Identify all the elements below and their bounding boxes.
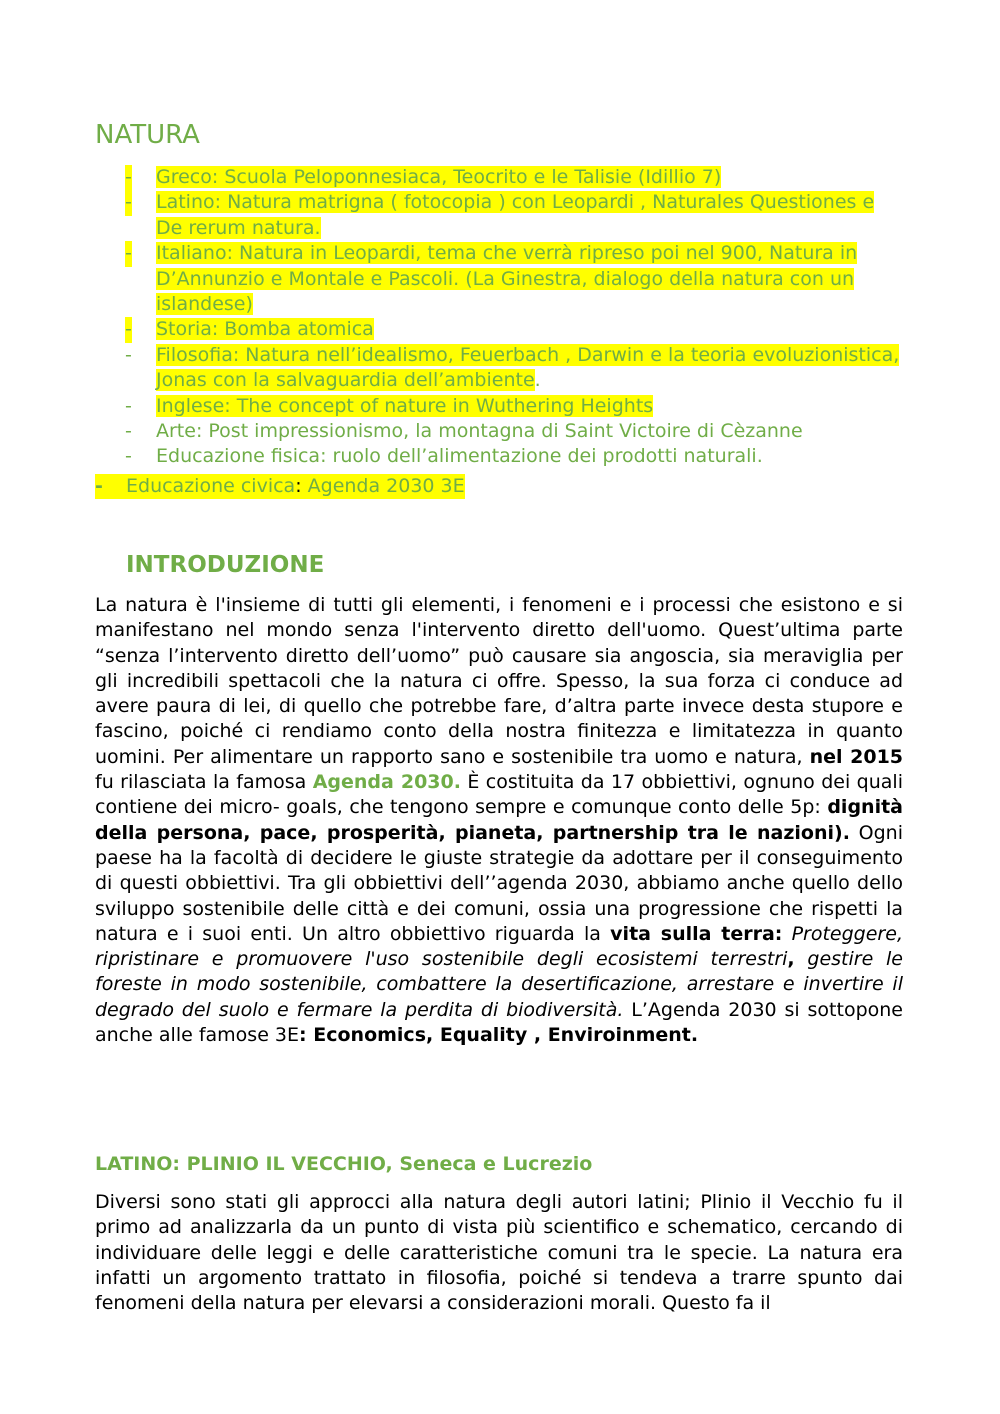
list-item: - Filosofia: Natura nell’idealismo, Feuerbach , Darwin e la teoria evoluzionistica, Jonas con la salvaguardia dell’ambiente. bbox=[125, 343, 900, 392]
list-item: - Educazione fisica: ruolo dell’alimentazione dei prodotti naturali. bbox=[125, 445, 763, 468]
intro-bold: : Economics, Equality , Enviroinment. bbox=[299, 1024, 699, 1047]
intro-text: fu rilasciata la famosa bbox=[95, 771, 313, 794]
civica-line bbox=[95, 474, 465, 499]
page-title: NATURA bbox=[95, 120, 200, 150]
intro-bold: nel 2015 bbox=[809, 745, 904, 768]
intro-text: Ogni paese ha la facoltà di decidere le giuste strategie da adottare per il conseguimento di questi obbiettivi. Tra gli obbiettivi dell’’agenda 2030, abbiamo anche quello dello sviluppo sostenibile delle città e dei comuni, ossia una progressione che rispetti la natura e i suoi enti. Un altro obbiettivo riguarda la bbox=[95, 821, 903, 945]
topic-text: Filosofia: Natura nell’idealismo, Feuerbach , Darwin e la teoria evoluzionistica, Jonas con la salvaguardia dell’ambiente bbox=[156, 343, 900, 392]
topic-text: Greco: Scuola Peloponnesiaca, Teocrito e le Talisie (Idillio 7) bbox=[156, 166, 722, 188]
list-item: - Arte: Post impressionismo, la montagna di Saint Victoire di Cèzanne bbox=[125, 420, 803, 443]
topic-text: Educazione fisica: ruolo dell’alimentazione dei prodotti naturali. bbox=[156, 445, 763, 468]
intro-text: È costituita da 17 obbiettivi, ognuno dei quali contiene dei micro- goals, che tengono sempre e comunque conto delle 5p: bbox=[95, 771, 903, 819]
topic-text: Italiano: Natura in Leopardi, tema che verrà ripreso poi nel 900, Natura in D’Annunzio e Montale e Pascoli. (La Ginestra, dialogo della natura con un islandese) bbox=[156, 242, 858, 316]
intro-bold: dignità della persona, pace, prosperità, pianeta, partnership tra le nazioni). bbox=[95, 796, 903, 844]
list-item: - Storia: Bomba atomica bbox=[95, 317, 903, 342]
intro-bold: vita sulla terra: bbox=[610, 922, 783, 945]
intro-italic: gestire le foreste in modo sostenibile, combattere la desertificazione, arrestare e invertire il degrado del suolo e fermare la perdita di biodiversità. bbox=[95, 948, 903, 1021]
intro-italic: Proteggere, ripristinare e promuovere l'uso sostenibile degli ecosistemi terrestri bbox=[95, 922, 903, 971]
topic-list bbox=[95, 165, 903, 470]
list-item: - Italiano: Natura in Leopardi, tema che verrà ripreso poi nel 900, Natura in D’Annunzio e Montale e Pascoli. (La Ginestra, dialogo della natura con un islandese) bbox=[125, 242, 858, 316]
civica-dash: - bbox=[95, 475, 103, 497]
intro-paragraph bbox=[95, 593, 903, 1048]
topic-text: Arte: Post impressionismo, la montagna di Saint Victoire di Cèzanne bbox=[156, 420, 803, 443]
topic-text: Latino: Natura matrigna ( fotocopia ) con Leopardi , Naturales Questiones e De rerum natura. bbox=[156, 191, 875, 239]
topic-text: Inglese: The concept of nature in Wuthering Heights bbox=[156, 394, 654, 417]
intro-bold: , bbox=[787, 948, 795, 971]
list-item: - Greco: Scuola Peloponnesiaca, Teocrito e le Talisie (Idillio 7) bbox=[95, 165, 903, 190]
intro-text: La natura è l'insieme di tutti gli elementi, i fenomeni e i processi che esistono e si manifestano nel mondo senza l'intervento diretto dell'uomo. Quest’ultima parte “senza l’intervento diretto dell’uomo” può causare sia angoscia, sia meraviglia per gli incredibili spettacoli che la natura ci offre. Spesso, la sua forza ci conduce ad avere paura di lei, di quello che potrebbe fare, d’altra parte invece desta stupore e fascino, poiché ci rendiamo conto della nostra finitezza e limitatezza in quanto uomini. Per alimentare un rapporto sano e sostenibile tra uomo e natura, bbox=[95, 594, 903, 768]
latino-heading: LATINO: PLINIO IL VECCHIO, Seneca e Lucrezio bbox=[95, 1153, 593, 1175]
civica-colon: : bbox=[295, 475, 302, 497]
intro-heading: INTRODUZIONE bbox=[126, 552, 325, 578]
topic-suffix: . bbox=[534, 369, 541, 392]
civica-label: Educazione civica bbox=[126, 475, 296, 497]
intro-green-bold: Agenda 2030. bbox=[312, 771, 461, 794]
latino-paragraph: Diversi sono stati gli approcci alla natura degli autori latini; Plinio il Vecchio fu il primo ad analizzarla da un punto di vista più scientifico e schematico, cercando di individuare delle leggi e delle caratteristiche comuni tra le specie. La natura era infatti un argomento trattato in filosofia, poiché si tendeva a trarre spunto dai fenomeni della natura per elevarsi a considerazioni morali. Questo fa il bbox=[95, 1191, 903, 1315]
list-item: - Latino: Natura matrigna ( fotocopia ) con Leopardi , Naturales Questiones e De rerum natura. bbox=[125, 191, 875, 239]
list-item: - Inglese: The concept of nature in Wuthering Heights bbox=[125, 394, 654, 417]
topic-text: Storia: Bomba atomica bbox=[156, 318, 374, 341]
civica-value: Agenda 2030 3E bbox=[301, 475, 465, 497]
intro-text: L’Agenda 2030 si sottopone anche alle famose 3E bbox=[95, 998, 903, 1047]
